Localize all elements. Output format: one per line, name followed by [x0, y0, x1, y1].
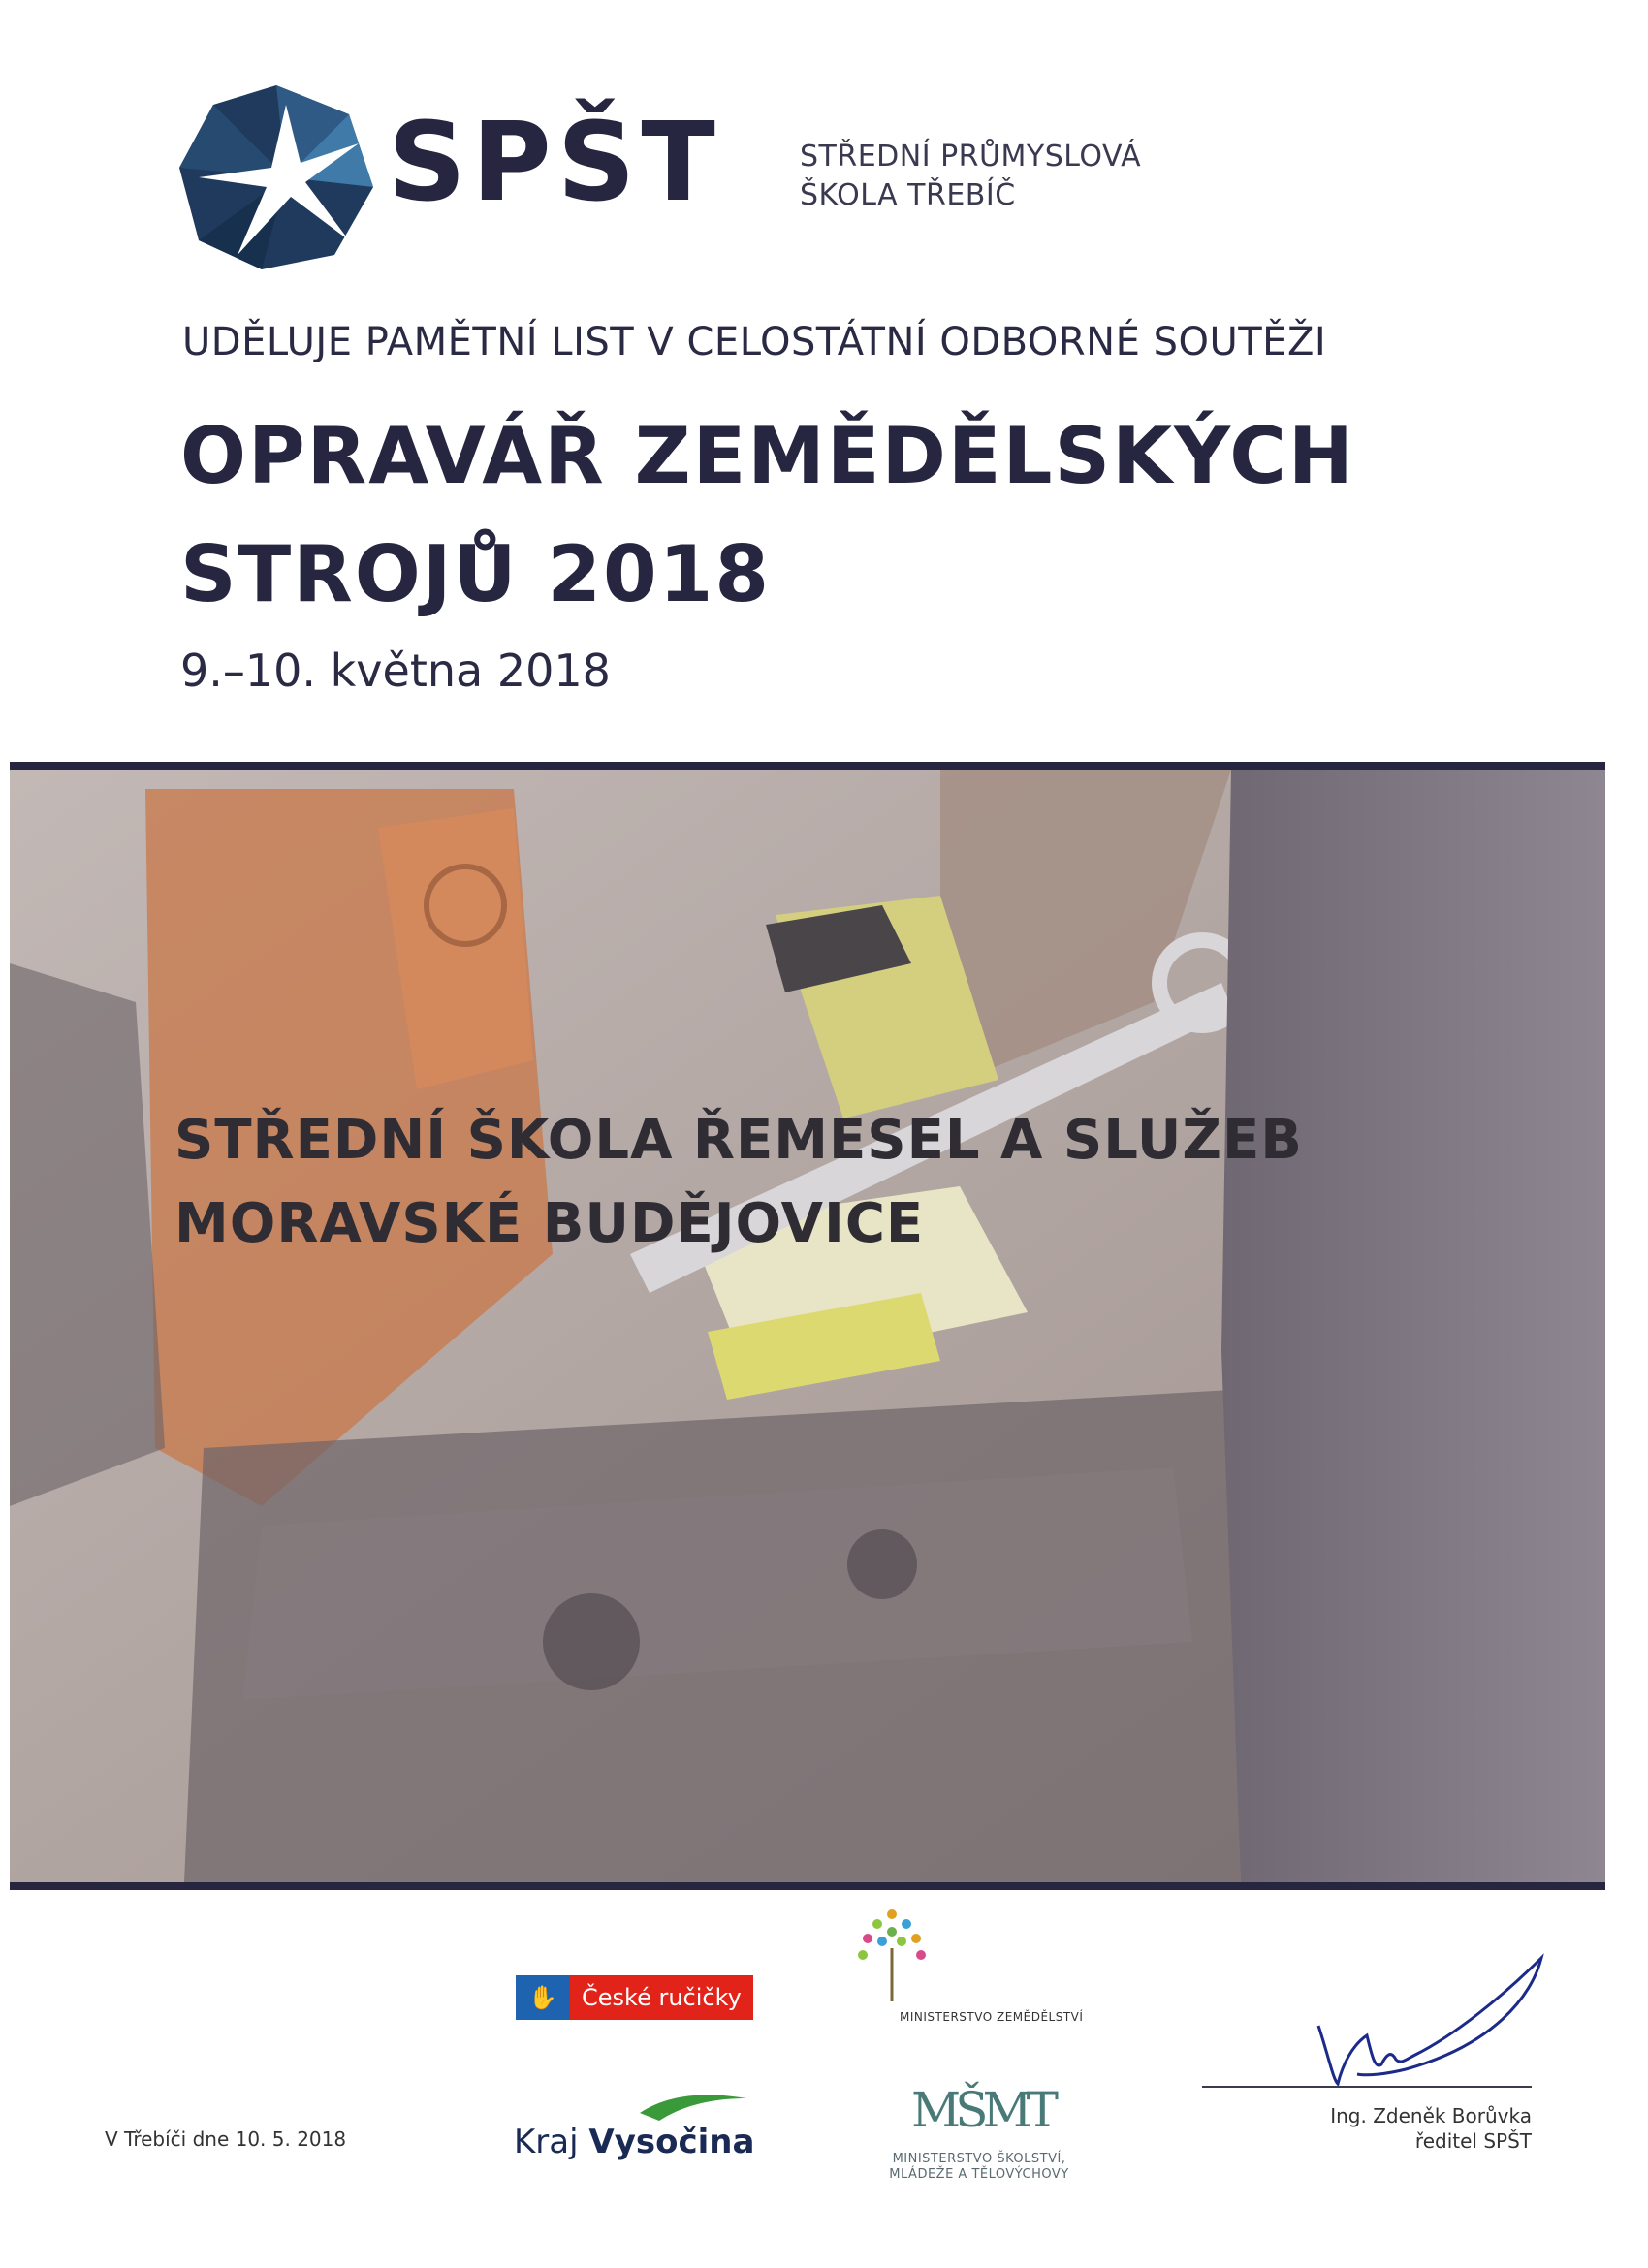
mze-text: MINISTERSTVO ZEMĚDĚLSTVÍ [900, 2010, 1084, 2024]
handwritten-signature [1260, 1938, 1551, 2094]
kraj-vysocina-text [514, 2123, 754, 2161]
msmt-text-line1: MINISTERSTVO ŠKOLSTVÍ, [892, 2152, 1066, 2166]
ceske-rucicky-logo [516, 1975, 753, 2020]
school-name-line2: ŠKOLA TŘEBÍČ [800, 178, 1016, 212]
hands-icon: ✋ [516, 1975, 570, 2020]
spst-logo-mark [179, 85, 373, 269]
kraj-name: Vysočina [588, 2123, 755, 2161]
place-and-date: V Třebíči dne 10. 5. 2018 [105, 2127, 347, 2151]
mze-tree-icon [853, 1905, 931, 2001]
signer-role: ředitel SPŠT [1414, 2129, 1532, 2153]
event-date: 9.–10. května 2018 [180, 645, 611, 697]
event-title [180, 397, 1479, 634]
recipient-line2: MORAVSKÉ BUDĚJOVICE [174, 1192, 925, 1255]
mechanic-photo [10, 770, 1605, 1882]
recipient-line1: STŘEDNÍ ŠKOLA ŘEMESEL A SLUŽEB [174, 1109, 1303, 1172]
school-name [800, 138, 1141, 215]
signer-block [1260, 2103, 1532, 2154]
ceske-rucicky-text: České ručičky [570, 1975, 753, 2020]
event-title-line2: STROJŮ 2018 [180, 529, 772, 619]
recipient-name [174, 1099, 1303, 1266]
signature-line [1202, 2086, 1532, 2088]
school-name-line1: STŘEDNÍ PRŮMYSLOVÁ [800, 140, 1142, 173]
kraj-prefix: Kraj [514, 2123, 579, 2161]
award-intro: UDĚLUJE PAMĚTNÍ LIST V CELOSTÁTNÍ ODBORNÉ SOUTĚŽI [182, 320, 1327, 364]
photo-band [10, 762, 1605, 1890]
msmt-text-line2: MLÁDEŽE A TĚLOVÝCHOVY [889, 2167, 1069, 2182]
msmt-text [863, 2152, 1095, 2183]
msmt-logo: MŠMT [911, 2082, 1053, 2138]
logo-wordmark: SPŠT [388, 100, 721, 226]
event-title-line1: OPRAVÁŘ ZEMĚDĚLSKÝCH [180, 411, 1355, 501]
signer-name: Ing. Zdeněk Borůvka [1330, 2104, 1532, 2127]
